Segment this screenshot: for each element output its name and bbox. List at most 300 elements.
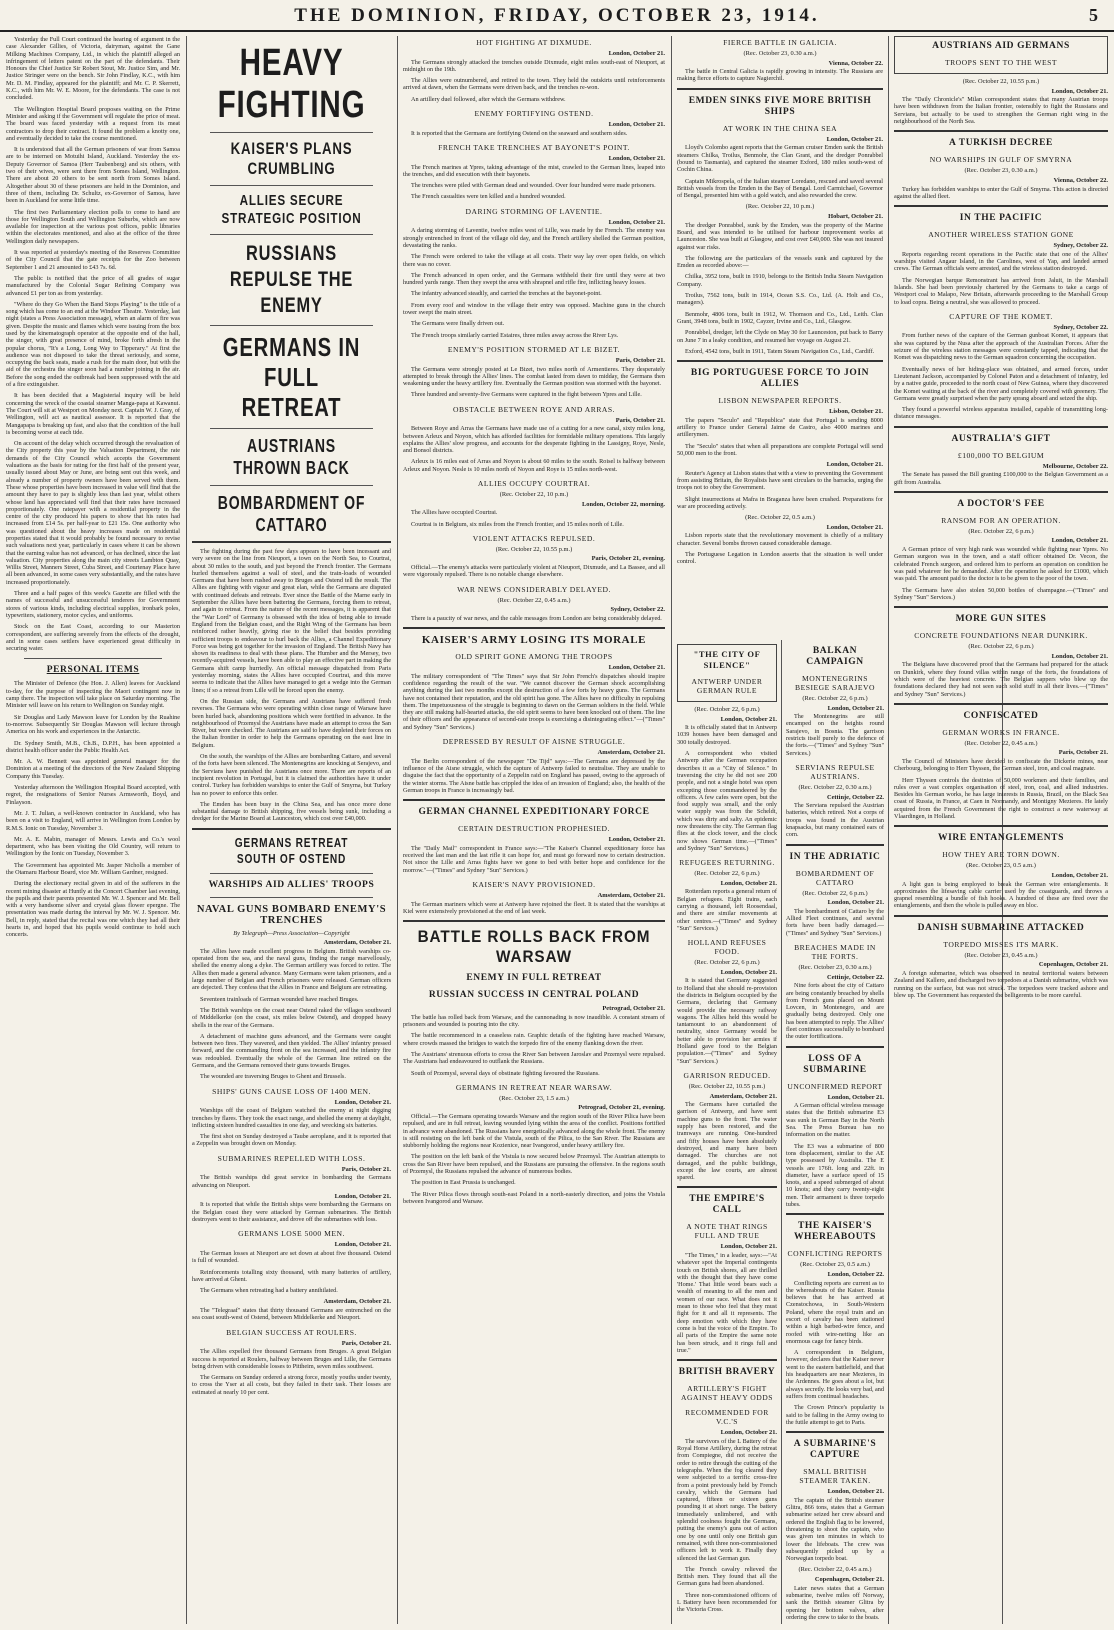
- headline: THE KAISER'S WHEREABOUTS: [793, 1221, 877, 1243]
- received-line: (Rec. October 22, 6 p.m.): [694, 706, 760, 713]
- dateline: London, October 21.: [720, 968, 777, 976]
- divider: [192, 541, 391, 543]
- dateline: Paris, October 21, evening.: [591, 555, 665, 563]
- news-paragraph: It has been decided that a Magisterial inquiry will be held concerning the wreck of the coastal steamer Manga-papa at Kawanui. The Court will sit at Westport on Monday next. Captain W. J. Gray, of Wellington, will act as nautical assessor. It is reported that the Mangapapa is breaking up fast, and also that the condition of the hull is becoming worse at each tide.: [6, 392, 180, 436]
- subheading: TROOPS SENT TO THE WEST: [944, 58, 1058, 67]
- news-paragraph: Between Roye and Arras the Germans have made use of a cutting for a new canal, sixty miles long, between Arleux and Noyon, which has afforded facilities for formidable military operations. This largely explains the Allies' slow progress, and accounts for the desperate fighting in the Lassigny, Roye, Nesle, and Bonsol districts.: [403, 425, 665, 455]
- dateline: Paris, October 21.: [1058, 749, 1108, 757]
- news-paragraph: Lisbon reports state that the revolutionary movement is chiefly of a military character. Several bombs thrown caused considerable damage.: [677, 532, 883, 547]
- divider: [894, 606, 1108, 608]
- divider: [210, 234, 373, 235]
- news-paragraph: The bombardment of Cattaro by the Allied Fleet continues, and several forts have been badly damaged.—("Times" and Sydney "Sun" Services.): [786, 907, 884, 937]
- news-paragraph: Yesterday afternoon the Wellington Hospital Board accepted, with regret, the resignations of Senior Nurses Armsworth, Boyd, and Finlayson.: [6, 784, 180, 806]
- news-paragraph: The Germans when retreating had a battery annihilated.: [200, 1287, 338, 1295]
- news-paragraph: The military correspondent of "The Times" says that Sir John French's dispatches should inspire confidence regarding the result of the war. "We cannot discover the German shock accomplishing anything during the last two months except the destruction of a few forts by heavy guns. The Germans have not contained their reputation, and the old spirit has gone. The Allies have no difficulty in repulsing them. The impetuousness of the struggle is beginning to dawn on the German soldiers in the field. While they are still making half-hearted attacks, the old spirit seems to have been knocked out of them. The line of their officers and the appearance of second-rate troops is exercising a disintegrating effect."—("Times" and Sydney "Sun" Services.): [403, 672, 665, 731]
- subheading: CONFLICTING REPORTS: [787, 1249, 883, 1259]
- news-paragraph: A detachment of machine guns advanced, and the Germans were caught between two fires. They wavered, and then yielded. The Allies' infantry pressed forward, and the commanding front on the sea increased, and the infantry fire was redoubled. Eventually the whole of the German line retired on the Germans, and the Germans removed their guns towards Bruges.: [192, 1032, 391, 1070]
- news-paragraph: The Belgians have discovered proof that the Germans had prepared for the attack on Dunkirk, where they found villas within range of the forts, the foundations of which were of the heaviest concrete. The Belgian sappers who blew up the foundations declared they had not seen such solid stuff in all their lives.—("Times" and Sydney "Sun" Services.): [894, 661, 1108, 698]
- dateline: London, October 21.: [720, 879, 777, 887]
- headline: BRITISH BRAVERY: [678, 1367, 776, 1378]
- news-paragraph: The "Daily Chronicle's" Milan correspondent states that many Austrian troops have been withdrawn from the Italian frontier, ostensibly to fight the Russians and Servians, but actually to be used to strengthen the German right wing in the neighbourhood of the North Sea.: [894, 96, 1108, 126]
- news-paragraph: The River Pilica flows through south-east Poland in a north-easterly direction, and joins the Vistula between Ivangorod and Warsaw.: [403, 1190, 665, 1205]
- news-paragraph: Turkey has forbidden warships to enter the Gulf of Smyrna. This action is directed against the allied fleet.: [894, 185, 1108, 200]
- column-1: [6, 36, 180, 1624]
- subheading: FRENCH TAKE TRENCHES AT BAYONET'S POINT.: [438, 142, 630, 152]
- headline: BOMBARDMENT OF CATTARO: [217, 493, 366, 535]
- subheading: HOLLAND REFUSES FOOD.: [687, 938, 767, 957]
- received-line: (Rec. October 22, 0.45 a.m.): [964, 739, 1038, 747]
- headline: WARSHIPS AID ALLIES' TROOPS: [208, 879, 375, 890]
- received-line: (Rec. October 23, 0.30 a.m.): [798, 964, 872, 972]
- news-paragraph: The E3 was a submarine of 800 tons displacement, similar to the AE type possessed by Australia. The E vessels are 176ft. long and 22ft. in diameter, have a surface speed of 15 knots, and a speed submerged of about 10 knots; and they carry twenty-eight men. Their armament is three torpedo tubes.: [786, 1142, 884, 1209]
- headline: EMDEN SINKS FIVE MORE BRITISH SHIPS: [688, 95, 872, 117]
- news-paragraph: The Portuguese Legation in London asserts that the situation is well under control.: [677, 551, 883, 566]
- dateline: London, October 21.: [608, 218, 665, 226]
- dateline: London, October 21.: [608, 154, 665, 162]
- subheading: DARING STORMING OF LAVENTIE.: [465, 206, 603, 216]
- news-paragraph: On account of the delay which occurred through the revaluation of the City property this year by the Valuation Department, the rate demands of the City Council which accepts the Government valuations as the basis for rating for the first half of the present year, usually issued about May or June, are being sent out this week, and already a number of property owners have been served with them. These whose properties have been increased in value will find that the amount they have to pay is slightly less than last year, whilst others whose land has appreciated will find that their rates have increased proportionately. One ratepayer with a residential property in the centre of the city produced his papers to show that his rates had increased from £14 5s. per half-year to £21 15s. One authority who was questioned about the heavy increases made on residential properties stated that it would probably be found necessary to revise such valuations next year, particularly in cases where it can be shown that the earning value has not advanced, or has declined, since the last valuation. City properties along the main city streets Lambton Quay, Willis Street, Manners Street, Cuba Street, and Courtenay Place have all been advanced, in some cases very substantially, and the rates have increased proportionately.: [6, 440, 180, 586]
- divider: [210, 897, 373, 898]
- headline: MORE GUN SITES: [955, 614, 1047, 625]
- headline: IN THE PACIFIC: [959, 213, 1043, 224]
- news-paragraph: It is reported that while the British ships were bombarding the Germans on the Belgian coast they were attacked by German submarines. The British destroyers went to their assistance, and drove off the submarines with loss.: [192, 1201, 391, 1224]
- divider: [786, 844, 884, 846]
- news-paragraph: The first two Parliamentary election polls to come to hand are those for Wellington South and Wellington Suburbs, which are now available for inspection at the various post offices, public libraries within the electorates mentioned, and also at the office of the three Wellington daily newspapers.: [6, 208, 180, 245]
- subheading: HOW THEY ARE TORN DOWN.: [942, 850, 1060, 860]
- news-paragraph: The Germans on Sunday ordered a strong force, mostly youths under twenty, to cross the Yser at all costs, but they failed in their task. Their losses are estimated at nearly 10 per cent.: [192, 1374, 391, 1396]
- subheading: AT WORK IN THE CHINA SEA: [722, 123, 838, 133]
- divider: [24, 658, 162, 659]
- news-paragraph: The Allies have made excellent progress in Belgium. British warships co-operated from the sea, and the naval guns, finding the range marvellously, shelled the enemy along a dyke. The German artillery was forced to retire. The Allies then made a general advance. Many Germans were taken prisoners, and a large number of Belgian and French prisoners were released. German officers are dejected. They confess that the Allies in France and Belgium are retreating.: [192, 947, 391, 992]
- news-paragraph: On the south, the warships of the Allies are bombarding Cattaro, and several of the forts have been silenced. The Montenegrins are knocking at Serajevo, and the Servians have punished the Austrians once more. There are reports of an incipient revolution in Portugal, but it is claimed the authorities have it under control. Turkey has forbidden warships to enter the Gulf of Smyrna, but Turkey has no power to enforce this order.: [192, 753, 391, 797]
- subheading: MONTENEGRINS BESIEGE SARAJEVO: [795, 674, 875, 692]
- subheading: ENEMY'S POSITION STORMED AT LE BIZET.: [447, 344, 621, 354]
- divider: [192, 828, 391, 830]
- subheading: CAPTURE OF THE KOMET.: [949, 311, 1053, 321]
- dateline: Paris, October 21.: [615, 416, 665, 424]
- headline: NAVAL GUNS BOMBARD ENEMY'S TRENCHES: [196, 903, 387, 926]
- news-paragraph: Benmohr, 4806 tons, built in 1912, W. Thomson and Co., Ltd., Leith. Clan Grant, 3948 tons, built in 1902, Cayzer, Irvine and Co., Ltd., Glasgow.: [677, 310, 883, 325]
- headline: BIG PORTUGUESE FORCE TO JOIN ALLIES: [690, 368, 870, 390]
- dateline: London, October 21.: [720, 715, 777, 723]
- subheading: GERMANS IN RETREAT NEAR WARSAW.: [455, 1082, 613, 1092]
- received-line: (Rec. October 22, 10 p.m.): [499, 491, 569, 499]
- received-line: (Rec. October 22, 6 p.m.): [968, 527, 1034, 535]
- dateline: London, October 21.: [334, 1192, 391, 1200]
- received-line: (Rec. October 22, 10 p.m.): [745, 203, 815, 211]
- subheading: A NOTE THAT RINGS FULL AND TRUE: [686, 1222, 768, 1241]
- headline: A TURKISH DECREE: [949, 138, 1053, 149]
- news-paragraph: It was reported at yesterday's meeting of the Reserves Committee of the City Council that the gate receipts for the Zoo between September 1 and 21 amounted to £43 7s. 6d.: [6, 249, 180, 271]
- column-rule: [781, 640, 782, 1624]
- page-number: 5: [1089, 5, 1098, 25]
- subheading: TORPEDO MISSES ITS MARK.: [943, 939, 1059, 949]
- headline: ALLIES SECURE STRATEGIC POSITION: [221, 192, 362, 227]
- news-paragraph: The position in East Prussia is unchanged.: [411, 1179, 516, 1187]
- headline: BATTLE ROLLS BACK FROM WARSAW: [417, 927, 651, 967]
- headline: CONFISCATED: [963, 710, 1039, 721]
- dateline: London, October 21.: [1051, 871, 1108, 879]
- subheading: HOT FIGHTING AT DIXMUDE.: [476, 38, 592, 47]
- headline: RUSSIAN SUCCESS IN CENTRAL POLAND: [428, 990, 640, 1001]
- news-paragraph: A correspondent who visited Antwerp after the German occupation describes it as a "City of Silence." In traversing the city he did not see 200 people, and not a single hotel was open excepting those commandeered by the officers. A few cafes were open, but the food supply was small, and the only water supply was from the Scheldt, which was dirty and salty. An epidemic now threatens the city. The German flag flies at the clock tower, and the clock now shows German time.—("Times" and Sydney "Sun" Services.): [677, 750, 777, 852]
- news-paragraph: The following are the particulars of the vessels sunk and captured by the Emden as recorded above:—: [677, 254, 883, 270]
- received-line: (Rec. October 22, 0.45 a.m.): [798, 1566, 872, 1574]
- subheading: GERMAN WORKS IN FRANCE.: [942, 727, 1060, 737]
- news-paragraph: During the electionary recital given in aid of the sufferers in the recent mining disaster at Huntly at the Concert Chamber last evening, the pupils and their parents presented Mr. W. J. Spencer and Mr. Bell with a very handsome silver and crystal glass flower epergne. The presentation was made during the interval by Mr. W. J. Spencer. Mr. Bell, in reply, stated that the recital was one which they had all their hearts in, and hoped that his pupils would continue to hold such concerts.: [6, 880, 180, 939]
- divider: [210, 873, 373, 874]
- news-paragraph: The Allies were outnumbered, and retired to the town. They held the outskirts until reinforcements arrived at dawn, when the Germans were driven back, and the trenches re-won.: [403, 77, 665, 92]
- news-paragraph: "Where do they Go When the Band Stops Playing" is the title of a song which has come to an end at the Windsor Theatre. Yesterday, last night (states a Press Association message), when an alarm of fire was given. Despite the music and flames which were issuing from the box used by the kinematograph operator at the opposite end of the hall, the singer, with great presence of mind, broke forth afresh in the popular chorus, "It's a Long, Long Way to Tipperary." At first the audience was not disposed to take the threat seriously, and some, occupying the back seats, made a rush for the main door, but with the aid of the orchestra the singer soon had a number joining in the air. Before the song ended the outbreak had been suppressed with the aid of a fire extinguisher.: [6, 300, 180, 389]
- subheading: DEPRESSED BY RESULT OF AISNE STRUGGLE.: [442, 737, 626, 747]
- divider: [786, 1431, 884, 1433]
- dateline: London, October 21.: [1051, 652, 1108, 660]
- divider: [677, 1186, 777, 1188]
- news-paragraph: The captain of the British steamer Glitra, 866 tons, states that a German submarine seized her crew aboard and ordered the English flag to be lowered, threatening to shoot the captain, who was given ten minutes in which to lower the lifeboats. The crew was subsequently picked up by a Norwegian torpedo boat.: [786, 1496, 884, 1563]
- news-paragraph: Lloyd's Colombo agent reports that the German cruiser Emden sank the British steamers Chilka, Troilus, Benmohr, the Clan Grant, and the dredger Ponrabbel (bound to Tasmania), and captured the steamer Exford, 180 miles south-west of Cochin China.: [677, 144, 883, 174]
- dateline: Amsterdam, October 21.: [323, 939, 391, 947]
- subheading: GERMANS LOSE 5000 MEN.: [238, 1229, 345, 1239]
- subheading: SMALL BRITISH STEAMER TAKEN.: [799, 1467, 871, 1486]
- column-rule: [671, 36, 672, 1624]
- news-paragraph: A foreign submarine, which was observed in neutral territorial waters between Zealand and Kallero, and discharged two torpedoes at a Danish submarine, which was running on the surface, but was not struck. The torpedoes were tracked ashore and blew up. The Government has requested the belligerents to be more careful.: [894, 969, 1108, 999]
- antwerp-box: [677, 644, 777, 702]
- headline: "THE CITY OF SILENCE": [693, 649, 761, 670]
- news-paragraph: Conflicting reports are current as to the whereabouts of the Kaiser. Russia believes that he has arrived at Czenstochowa, in South-Western Poland, where the royal train and an escort of cavalry has been stationed within a high barbed-wire fence, and roofed with wire-netting like an enormous cage for fancy birds.: [786, 1279, 884, 1345]
- headline: AUSTRIANS AID GERMANS: [932, 41, 1070, 51]
- dateline: Amsterdam, October 21.: [597, 891, 665, 899]
- headline: KAISER'S ARMY LOSING ITS MORALE: [421, 634, 647, 647]
- received-line: (Rec. October 22, 0.45 a.m.): [497, 596, 571, 604]
- news-paragraph: The Austrians' strenuous efforts to cross the River San between Jaroslav and Przemysl were repulsed. The Austrians had endeavoured to outflank the Russians.: [403, 1050, 665, 1066]
- divider: [210, 485, 373, 486]
- headline: RUSSIANS REPULSE THE ENEMY: [229, 242, 354, 317]
- divider: [210, 325, 373, 326]
- dateline: London, October 22.: [827, 1270, 884, 1278]
- column-3: [403, 36, 665, 1624]
- divider: [403, 799, 665, 801]
- dateline: Paris, October 21.: [615, 356, 665, 364]
- divider: [894, 426, 1108, 428]
- column-rule: [186, 36, 187, 1624]
- news-paragraph: The public is notified that the price of all grades of sugar manufactured by the Colonial Sugar Refining Company was advanced £1 per ton as from yesterday.: [6, 274, 180, 297]
- received-line: (Rec. October 22, 10.55 p.m.): [688, 1082, 766, 1090]
- news-paragraph: There is a paucity of war news, and the cable messages from London are being considerably delayed.: [411, 614, 662, 622]
- headline: THE EMPIRE'S CALL: [689, 1194, 765, 1216]
- news-paragraph: Slight insurrections at Mafra in Braganza have been crushed. Preparations for war are proceeding actively.: [677, 495, 883, 510]
- dateline: London, October 21.: [827, 1093, 884, 1101]
- headline: GERMAN CHANNEL EXPEDITIONARY FORCE: [418, 807, 650, 818]
- subheading: ANTWERP UNDER GERMAN RULE: [691, 677, 763, 695]
- news-paragraph: Reinforcements totalling sixty thousand, with many batteries of artillery, have arrived at Ghent.: [192, 1268, 391, 1283]
- dateline: London, October 21.: [1051, 537, 1108, 545]
- dateline: London, October 21.: [826, 135, 883, 143]
- subheading: CONCRETE FOUNDATIONS NEAR DUNKIRK.: [914, 631, 1088, 641]
- news-paragraph: The position on the left bank of the Vistula is now secured below Przemysl. The Austrian attempts to cross the San River have been repulsed, and the Russians are pursuing the offensive. In the regions south of Przemysl, the Russians repulsed the advance of numerous bodies.: [403, 1153, 665, 1176]
- news-paragraph: Courtrai is in Belgium, six miles from the French frontier, and 15 miles north of Lille.: [411, 520, 624, 528]
- news-paragraph: Later news states that a German submarine, twelve miles off Norway, sank the British steamer Glitra by opening her bottom valves, after ordering the crew to take to the boats.: [786, 1584, 884, 1621]
- news-paragraph: The Germans were strongly posted at Le Bizet, two miles north of Armentieres. They desperately attempted to break through the Allies' lines. The combat lasted from dawn to midday, the Germans then weakening under the heavy artillery fire. Eventually the German position was stormed with the bayonet.: [403, 365, 665, 388]
- subheading: FIERCE BATTLE IN GALICIA.: [723, 38, 837, 47]
- byline: By Telegraph—Press Association—Copyright: [233, 929, 350, 937]
- news-paragraph: Sir Douglas and Lady Mawson leave for London by the Ruahine to-morrow. Subsequently Sir Douglas Mawson will lecture through America on his work and experiences in the Antarctic.: [6, 713, 180, 736]
- received-line: (Rec. October 23, 0.30 a.m.): [964, 167, 1038, 175]
- news-paragraph: A German prince of very high rank was wounded while fighting near Ypres. No German surgeon was in the town, and a staff officer obtained Dr. Vecon, the celebrated French surgeon, and ordered him to perform an operation on condition he was paid whatever fee he demanded. After the operation he asked for £1000, which was paid. The amount paid to the doctor is to be given to the poor of the town.: [894, 546, 1108, 583]
- dateline: London, October 22, morning.: [582, 500, 665, 508]
- news-paragraph: From further news of the capture of the German gunboat Komet, it appears that she was captured by the Nusa after the approach of the Australian Forces. After the seizure of the wireless station messages were constantly tapped, indicating that the Komet was dispatching news to the German squadron concerning the occupation.: [894, 332, 1108, 362]
- received-line: (Rec. October 22, 10.55 p.m.): [962, 78, 1040, 85]
- news-paragraph: A German official wireless message states that the British submarine E3 was sunk in German Bay in the North Sea. The Press Bureau has no information on the matter.: [786, 1102, 884, 1139]
- main-headline: HEAVY FIGHTING: [217, 42, 366, 126]
- subheading: SERVIANS REPULSE AUSTRIANS.: [795, 762, 875, 781]
- column-4b: [786, 640, 884, 1624]
- headline: AUSTRALIA'S GIFT: [951, 433, 1051, 444]
- received-line: (Rec. October 22, 0.30 a.m.): [798, 783, 872, 791]
- divider: [210, 185, 373, 186]
- subheading: KAISER'S NAVY PROVISIONED.: [472, 879, 596, 889]
- news-paragraph: The French troops similarly carried Estaires, three miles away across the River Lys.: [411, 331, 619, 339]
- headline: IN THE ADRIATIC: [789, 851, 881, 862]
- news-paragraph: The Wellington Hospital Board proposes waiting on the Prime Minister and asking if the Government will regulate the price of meat. The board was faced yesterday with a request from its meat contractors to drop their contract. It found the problem a knotty one, and eventually decided to take the course mentioned.: [6, 105, 180, 142]
- news-paragraph: A correspondent in Belgium, however, declares that the Kaiser never went to the eastern battlefield, and that his headquarters are near Mezieres, in the Ardennes. He goes about a lot, but always secretly. He looks very bad, and suffers from continual headaches.: [786, 1349, 884, 1400]
- subheading: RANSOM FOR AN OPERATION.: [941, 515, 1061, 525]
- column-rule: [397, 36, 398, 1624]
- news-paragraph: Ponrabbel, dredger, left the Clyde on May 30 for Launceston, put back to Barry on June 7 in a leaky condition, and resumed her voyage on August 21.: [677, 329, 883, 344]
- subheading: GARRISON REDUCED.: [683, 1070, 771, 1080]
- headline: LOSS OF A SUBMARINE: [803, 1053, 867, 1075]
- news-paragraph: The French marines at Ypres, taking advantage of the mist, crawled to the German lines, leaped into the trenches, and did execution with their bayonets.: [403, 163, 665, 178]
- news-paragraph: The dredger Ponrabbel, sunk by the Emden, was the property of the Marine Board, and was intended to be utilised for harbour improvement works at Launceston. She was built at Glasgow, and cost over £40,000. She was not insured against war risks.: [677, 221, 883, 251]
- received-line: (Rec. October 23, 0.45 a.m.): [964, 951, 1038, 959]
- news-paragraph: The "Daily Mail" correspondent in France says:—"The Kaiser's Channel expeditionary force has received the last man and the last rifle it can hope for, and must go forward now to certain destruction. Not since the Lille and Arras fights have we gone to bed with better hope and confidence for the morrow."—("Times" and Sydney "Sun" Services.): [403, 844, 665, 874]
- news-paragraph: South of Przemysl, several days of obstinate fighting favoured the Russians.: [411, 1069, 600, 1077]
- dateline: Sydney, October 22.: [1053, 323, 1108, 331]
- dateline: Paris, October 21.: [341, 1165, 391, 1173]
- dateline: London, October 21.: [1051, 87, 1108, 95]
- dateline: London, October 21.: [720, 1429, 777, 1437]
- column-rule: [888, 36, 889, 1624]
- divider: [894, 491, 1108, 493]
- news-paragraph: Arleux is 16 miles east of Arras and Noyon is about 60 miles to the south. Roisel is halfway between Arleux and Noyon. Nesle is 10 miles north of Noyon and Roye is 15 miles north-west.: [403, 458, 665, 473]
- news-paragraph: Three hundred and seventy-five Germans were captured in the fight between Ypres and Lille.: [411, 391, 642, 399]
- news-paragraph: Reports regarding recent operations in the Pacific state that one of the Allies' warships visited Angaur Island, in the Carolines, west of Yap, and landed armed crews. The German officials were arrested, and the wireless station destroyed.: [894, 250, 1108, 273]
- divider: [786, 1046, 884, 1048]
- received-line: (Rec. October 22, 6 p.m.): [802, 695, 868, 702]
- news-paragraph: Seventeen trainloads of German wounded have reached Bruges.: [200, 995, 359, 1003]
- news-paragraph: The Germans have curtailed the garrison of Antwerp, and have sent machine guns to the front. The water supply has been restored, and the tramways are running. One-hundred and fifty houses have been absolutely destroyed, and many have been damaged. The churches are not damaged, and the public buildings, except the law courts, are almost spared.: [677, 1101, 777, 1182]
- subheading: SUBMARINES REPELLED WITH LOSS.: [217, 1153, 366, 1163]
- headline: ENEMY IN FULL RETREAT: [466, 973, 602, 984]
- subheading: RECOMMENDED FOR V.C.'S: [685, 1408, 769, 1427]
- headline: A DOCTOR'S FEE: [957, 498, 1045, 509]
- news-paragraph: Mr. A. W. Bennett was appointed general manager for the Dominion at a meeting of the directors of the New Zealand Shipping Company this Tuesday.: [6, 758, 180, 780]
- news-paragraph: The German mariners which were at Antwerp have rejoined the fleet. It is stated that the warships at Kiel were extensively provisioned at the end of last week.: [403, 900, 665, 915]
- news-paragraph: The Montenegrins are still encamped on the heights round Sarajevo, in Bosnia. The garrison restricts itself purely to the defence of the forts.—("Times" and Sydney "Sun" Services.): [786, 713, 884, 757]
- news-paragraph: The trenches were piled with German dead and wounded. Over four hundred were made prisoners.: [411, 182, 656, 190]
- news-paragraph: The Council of Ministers have decided to confiscate the Dickerie mines, near Cherbourg, belonging to Herr Thyssen, the German steel, iron, and coal magnate.: [894, 758, 1108, 773]
- news-paragraph: "The Times," in a leader, says:—"At whatever spot the Imperial contingents touch on British shores, all are thrilled with the thought that they have come 'Home.' That little word bears such a wealth of meaning to all the men and women of our race. What does not it mean to those who feel that they must fight for it and all it represents. The deep emotion with which they have come is but the voice of the Empire. To all parts of the Empire the same note has been struck, and it rings full and true.": [677, 1252, 777, 1354]
- dateline: Amsterdam, October 21.: [597, 749, 665, 757]
- divider: [403, 627, 665, 629]
- received-line: (Rec. October 22, 10.55 p.m.): [495, 545, 573, 553]
- divider: [210, 132, 373, 133]
- news-paragraph: The Government has appointed Mr. Jasper Nicholls a member of the Otamaru Harbour Board, vice Mr. William Gardner, resigned.: [6, 861, 180, 876]
- column-2: [192, 36, 391, 1624]
- subheading: VIOLENT ATTACKS REPULSED.: [472, 533, 596, 543]
- news-paragraph: Official.—The Germans operating towards Warsaw and the region south of the River Pilica have been repulsed, and are in full retreat, leaving wounded lying within the area of the conflict. Positions fortified in advance were abandoned. The Russians have energetically advanced along the whole front. The enemy is still resisting on the left bank of the Vistula, south of the Pilica, to the San River. The Russians are stubbornly holding the regions near Kozienice, near Ivangorod, under heavy artillery fire.: [403, 1112, 665, 1150]
- dateline: Cettinje, October 22.: [826, 793, 884, 801]
- dateline: London, October 21.: [608, 50, 665, 57]
- news-paragraph: Eventually news of her hiding-place was obtained, and armed forces, under Lieutenant Jackson, accompanied by Colonel Paton and a detachment of infantry, led by a native guide, proceeded to the north coast of New Guinea, where they discovered the Komet waiting at the back of the river and completely covered with greenery. The Germans were greatly surprised when the party sprang aboard and seized the ship.: [894, 365, 1108, 402]
- news-paragraph: Yesterday the Full Court continued the hearing of argument in the case Alexander Gillies, of Victoria, dairyman, against the Gane Milking Machines Company, Ltd., in which the plaintiff alleged an infringement of letters patent on the part of the defendants. Their Honours the Chief Justice Sir Robert Stout, Mr. Justice Sim, and Mr. Justice Stringer were on the bench. Sir John Findlay, K.C., with him Mr. D. M. Findlay, appeared for the plaintiff; and Mr. C. P. Skerrett, K.C., with him Mr. W. E. Moore, for the defendants. The case is not concluded.: [6, 36, 180, 102]
- news-paragraph: The Servians repulsed the Austrian batteries, which retired. Not a corps of troops was found in the Austrian knapsacks, but many contained ears of corn.: [786, 802, 884, 839]
- subheading: £100,000 TO BELGIUM: [957, 450, 1045, 460]
- news-paragraph: The Senate has passed the Bill granting £100,000 to the Belgian Government as a gift from Australia.: [894, 471, 1108, 486]
- divider: [894, 703, 1108, 705]
- news-paragraph: They found a powerful wireless apparatus installed, capable of transmitting long-distance messages.: [894, 406, 1108, 421]
- news-paragraph: The French were ordered to take the village at all costs. Their way lay over open fields, on which there was no cover.: [403, 253, 665, 268]
- divider: [894, 205, 1108, 207]
- headline: A SUBMARINE'S CAPTURE: [793, 1439, 877, 1461]
- dateline: Petrograd, October 21.: [602, 1005, 665, 1013]
- news-paragraph: An artillery duel followed, after which the Germans withdrew.: [411, 95, 566, 103]
- subheading: ARTILLERY'S FIGHT AGAINST HEAVY ODDS: [681, 1384, 773, 1403]
- subheading: BREACHES MADE IN THE FORTS.: [794, 943, 876, 962]
- divider: [403, 920, 665, 922]
- news-paragraph: The "Telegraaf" states that thirty thousand Germans are entrenched on the sea coast south-west of Ostend, between Middelkerke and Nieuport.: [192, 1307, 391, 1322]
- news-paragraph: A daring storming of Laventie, twelve miles west of Lille, was made by the French. The enemy was strongly entrenched in front of the village old day, and the French artillery shelled the German position, devastating the ranks.: [403, 227, 665, 249]
- dateline: Copenhagen, October 21.: [814, 1576, 884, 1584]
- news-paragraph: The fighting during the past few days appears to have been incessant and very severe on the line from Nieuport, a town on the North Sea, to Courtrai, about 30 miles to the south, and just beyond the French frontier. The Germans hurled themselves against a wall of steel, and the train-loads of wounded Germans that have been rushed away to Bruges and Ostend tell the result. The Allies are fighting with vigour and great elan, while the Germans are disputed with continued defeats and retreats. Ever since the Battle of the Marne early in September the Allies have been battering the Germans, forcing them to retreat, and again to retreat. From the nature of the recent messages, it is apparent that the "War Lord" of Germany is obsessed with the idea of being able to invade England from the Belgian coast, and the Right Wing of the Germans has been reinforced rather heavily, giving rise to the belief that besides providing sufficient troops to endeavour to hurl back the Allies, a Channel Expeditionary Force was being got together for the invasion of England. The British Navy has shown its readiness to deal with these plans. The Humber and the Mersey, two recently-acquired vessels, have been able to play an effective part in making the Germans shift camp hurriedly. An official message dispatched from Paris yesterday morning, states the Allies have occupied Courtrai, and this move seems to indicate that the Allies have managed to get a wedge into the German lines; if so a retreat from Lille will be forced upon the enemy.: [192, 548, 391, 694]
- dateline: Lisbon, October 21.: [829, 408, 883, 416]
- dateline: Sydney, October 22.: [610, 606, 665, 614]
- dateline: London, October 21.: [827, 704, 884, 712]
- news-paragraph: Three and a half pages of this week's Gazette are filled with the names of successful and unsuccessful tenderers for Government stores of various kinds, including electrical supplies, ironbark poles, typewriters, stationery, motor cycles, and uniforms.: [6, 590, 180, 619]
- news-paragraph: The Allies have occupied Courtrai.: [411, 509, 498, 517]
- news-paragraph: The wounded are traversing Bruges to Ghent and Brussels.: [200, 1073, 346, 1081]
- news-paragraph: The battle in Central Galicia is rapidly growing in intensity. The Russians are making fierce efforts to capture Nagierchil.: [677, 68, 883, 83]
- subheading: BELGIAN SUCCESS AT ROULERS.: [226, 1327, 357, 1337]
- news-paragraph: The German losses at Nieuport are set down at about five thousand. Ostend is full of wounded.: [192, 1249, 391, 1265]
- news-paragraph: From every roof and window in the village their entry was opposed. Machine guns in the church tower swept the main street.: [403, 301, 665, 317]
- divider: [677, 360, 883, 362]
- masthead: [0, 0, 1114, 32]
- divider: [786, 1213, 884, 1215]
- news-paragraph: It is stated that Germany suggested to Holland that she should re-provision the districts in Belgium occupied by the Germans, declaring that Germany would provide the necessary railway wagons. The Allies held this would be tantamount to an abandonment of neutrality, since Germany would be better able to provision her armies if Holland gave food to the Belgian population.—("Times" and Sydney "Sun" Services.): [677, 977, 777, 1065]
- dateline: Paris, October 21.: [341, 1339, 391, 1347]
- news-paragraph: Captain Mikrospela, of the Italian steamer Loredano, rescued and saved several British vessels from the Emden in the Bay of Bengal. Lord Carmichael, Governor of Bengal, presented him with a gold watch, and also rewarded the crew.: [677, 177, 883, 200]
- dateline: London, October 21.: [827, 1488, 884, 1496]
- news-paragraph: Three non-commissioned officers of L Battery have been recommended for the Victoria Cross.: [677, 1591, 777, 1614]
- received-line: (Rec. October 22, 6 p.m.): [968, 643, 1034, 651]
- subheading: NO WARSHIPS IN GULF OF SMYRNA: [929, 155, 1073, 165]
- news-paragraph: Chilka, 3952 tons, built in 1910, belongs to the British India Steam Navigation Company.: [677, 273, 883, 288]
- dateline: London, October 21.: [720, 1243, 777, 1251]
- received-line: (Rec. October 22, 6 p.m.): [694, 959, 760, 967]
- news-paragraph: The Germans have also stolen 50,000 bottles of champagne.—("Times" and Sydney "Sun" Services.): [894, 586, 1108, 601]
- news-paragraph: The battle has rolled back from Warsaw, and the cannonading is now inaudible. A constant stream of prisoners and wounded is pouring into the city.: [403, 1013, 665, 1029]
- dateline: London, October 21.: [608, 664, 665, 672]
- received-line: (Rec. October 22, 0.5 a.m.): [745, 514, 815, 522]
- news-paragraph: The "Seculo" states that when all preparations are complete Portugal will send 50,000 men to the front.: [677, 442, 883, 457]
- subheading: UNCONFIRMED REPORT: [787, 1081, 883, 1091]
- received-line: (Rec. October 22, 6 p.m.): [802, 889, 868, 897]
- news-paragraph: Herr Thyssen controls the destinies of 50,000 workmen and their families, and rules over a vast complex organisation of steel, iron, coal, and allied industries. Besides his German works, he has large interests in Russia, Brazil, on the Black Sea coast of Russia, in France, at Caen in Normandy, and Montigny Mezieres. He lately acquired from the French Government the right to construct a new waterway at Vlaardingen, in Holland.: [894, 776, 1108, 821]
- news-paragraph: Mr. A. E. Mabin, manager of Messrs. Lewis and Co.'s wool department, who has been visiting the Old Country, will return to Wellington by the Ionic on Tuesday, November 3.: [6, 835, 180, 858]
- news-paragraph: Troilus, 7562 tons, built in 1914, Ocean S.S. Co., Ltd. (A. Holt and Co., managers).: [677, 292, 883, 307]
- dateline: London, October 21.: [608, 121, 665, 129]
- subheading: CERTAIN DESTRUCTION PROPHESIED.: [458, 824, 610, 834]
- news-paragraph: It is officially stated that in Antwerp 1039 houses have been damaged and 300 totally destroyed.: [677, 724, 777, 746]
- dateline: London, October 21.: [608, 836, 665, 844]
- dateline: Amsterdam, October 21.: [323, 1298, 391, 1306]
- headline: GERMANS RETREAT SOUTH OF OSTEND: [234, 834, 349, 866]
- divider: [210, 428, 373, 429]
- received-line: (Rec. October 22, 6 p.m.): [694, 870, 760, 878]
- divider: [677, 88, 883, 90]
- received-line: (Rec. October 23, 0.30 a.m.): [743, 50, 817, 57]
- subheading: WAR NEWS CONSIDERABLY DELAYED.: [457, 584, 611, 594]
- section-heading: PERSONAL ITEMS: [46, 665, 140, 676]
- news-paragraph: The British warships did great service in bombarding the Germans advancing on Nieuport.: [192, 1174, 391, 1189]
- news-paragraph: The infantry advanced steadily, and carried the trenches at the bayonet-point.: [411, 290, 602, 298]
- news-paragraph: The French casualties were ten killed and a hundred wounded.: [411, 193, 566, 201]
- dateline: Melbourne, October 22.: [1042, 462, 1108, 470]
- subheading: OLD SPIRIT GONE AMONG THE TROOPS: [455, 652, 613, 662]
- news-paragraph: It is understood that all the German prisoners of war from Samoa are to be interned on Motuihi Island, Auckland. Yesterday the ex-Deputy Governor of Samoa (Herr Taubenberg) and six others, with two of their wives, were sent there from Somes Island, Wellington. There are about 20 others to be sent north from Somes Island. Altogether about 30 of these prisoners are held in the Dominion, and three of them, including Dr. Schultz, ex-Governor of Samoa, have been in Auckland for some little time.: [6, 146, 180, 205]
- news-paragraph: Rotterdam reports a general return of Belgian refugees. Eight trains, each carrying a thousand, left Roosendaal, and there are similar movements at other centres.—("Times" and Sydney "Sun" Services.): [677, 888, 777, 932]
- headline: DANISH SUBMARINE ATTACKED: [917, 922, 1085, 933]
- headline: GERMANS IN FULL RETREAT: [222, 332, 361, 422]
- divider: [677, 1359, 777, 1361]
- dateline: Sydney, October 22.: [1053, 242, 1108, 250]
- headline: AUSTRIANS THROWN BACK: [233, 436, 350, 478]
- subheading: LISBON NEWSPAPER REPORTS.: [718, 396, 842, 406]
- dateline: London, October 21.: [826, 461, 883, 469]
- dateline: Vienna, October 22.: [828, 59, 883, 67]
- headline: KAISER'S PLANS CRUMBLING: [230, 139, 353, 178]
- news-paragraph: Dr. Sydney Smith, M.B., Ch.B., D.P.H., has been appointed a district health officer under the Public Health Act.: [6, 739, 180, 754]
- news-paragraph: The Emden has been busy in the China Sea, and has once more done substantial damage to British shipping, five vessels being sunk, including a dredger for the Marine Board at Launceston, which cost over £40,000.: [192, 800, 391, 823]
- masthead-title: THE DOMINION, FRIDAY, OCTOBER 23, 1914.: [294, 5, 820, 26]
- news-paragraph: A light gun is being employed to break the German wire entanglements. It approximates the lifesaving cable carrier used by the coastguards, and throws a grapnel resembling a bundle of fish hooks. A hundred of these are fired over the entanglements, and then the whole is pulled away en bloc.: [894, 880, 1108, 910]
- column-4-top: [677, 36, 883, 636]
- news-paragraph: The Germans were finally driven out.: [411, 320, 505, 328]
- news-paragraph: The Crown Prince's popularity is said to be falling in the Army owing to the futile attempt to get to Paris.: [786, 1404, 884, 1426]
- dateline: Cettinje, October 22.: [826, 973, 884, 981]
- received-line: (Rec. October 23, 1.5 a.m.): [499, 1094, 569, 1102]
- dateline: London, October 21.: [826, 523, 883, 531]
- subheading: ANOTHER WIRELESS STATION GONE: [928, 230, 1074, 240]
- headline: BALKAN CAMPAIGN: [806, 646, 864, 667]
- news-paragraph: The Allies expelled five thousand Germans from Bruges. A great Belgian success is reported at Roulers, halfway between Bruges and Lille, the Germans being driven with considerable losses to Pittheim, seven miles southwest.: [192, 1348, 391, 1370]
- news-paragraph: The Minister of Defence (the Hon. J. Allen) leaves for Auckland to-day, for the purpose of inspecting the Maori contingent now in camp there. The inspection will take place on Saturday morning. The Minister will leave on his return to Wellington on Sunday night.: [6, 680, 180, 710]
- news-paragraph: The Berlin correspondent of the newspaper "De Tijd" says:—The Germans are depressed by the influence of the Aisne struggle, which the capture of Antwerp failed to neutralise. They are unable to disguise the fact that the opportunity of a Zeppelin raid on England has passed, owing to the approach of the winter storms. The Aisne battle has crippled the idea of an invasion of England; also, the health of the German troops in France is increasingly bad.: [403, 757, 665, 794]
- subheading: OBSTACLE BETWEEN ROYE AND ARRAS.: [453, 404, 615, 414]
- dateline: Vienna, October 22.: [1053, 176, 1108, 184]
- news-paragraph: Nine forts about the city of Cattaro are being constantly breached by shells from French guns placed on Mount Lovcen, in Montenegro, and are gradually being destroyed. Only one has been attempted to reply. The Allies' fleet continues successfully to bombard the outer fortifications.: [786, 982, 884, 1041]
- news-paragraph: The first shot on Sunday destroyed a Taube aeroplane, and it is reported that a Zeppelin was brought down on Monday.: [192, 1133, 391, 1148]
- column-5: [894, 36, 1108, 1624]
- headline: WIRE ENTANGLEMENTS: [938, 833, 1064, 844]
- subheading: REFUGEES RETURNING.: [679, 858, 775, 868]
- divider: [894, 915, 1108, 917]
- news-paragraph: Stock on the East Coast, according to our Masterton correspondent, are suffering severely from the effects of the drought, and in some cases settlers have experienced great difficulty in securing water.: [6, 623, 180, 653]
- news-paragraph: The British warships on the coast near Ostend raked the villages southward of Middelkerke (on the coast, six miles below Ostend), and dropped heavy shells in the rear of the Germans.: [192, 1006, 391, 1029]
- subheading: ALLIES OCCUPY COURTRAI.: [477, 479, 591, 489]
- dateline: Petrograd, October 21, evening.: [578, 1104, 665, 1112]
- column-4a: [677, 640, 777, 1624]
